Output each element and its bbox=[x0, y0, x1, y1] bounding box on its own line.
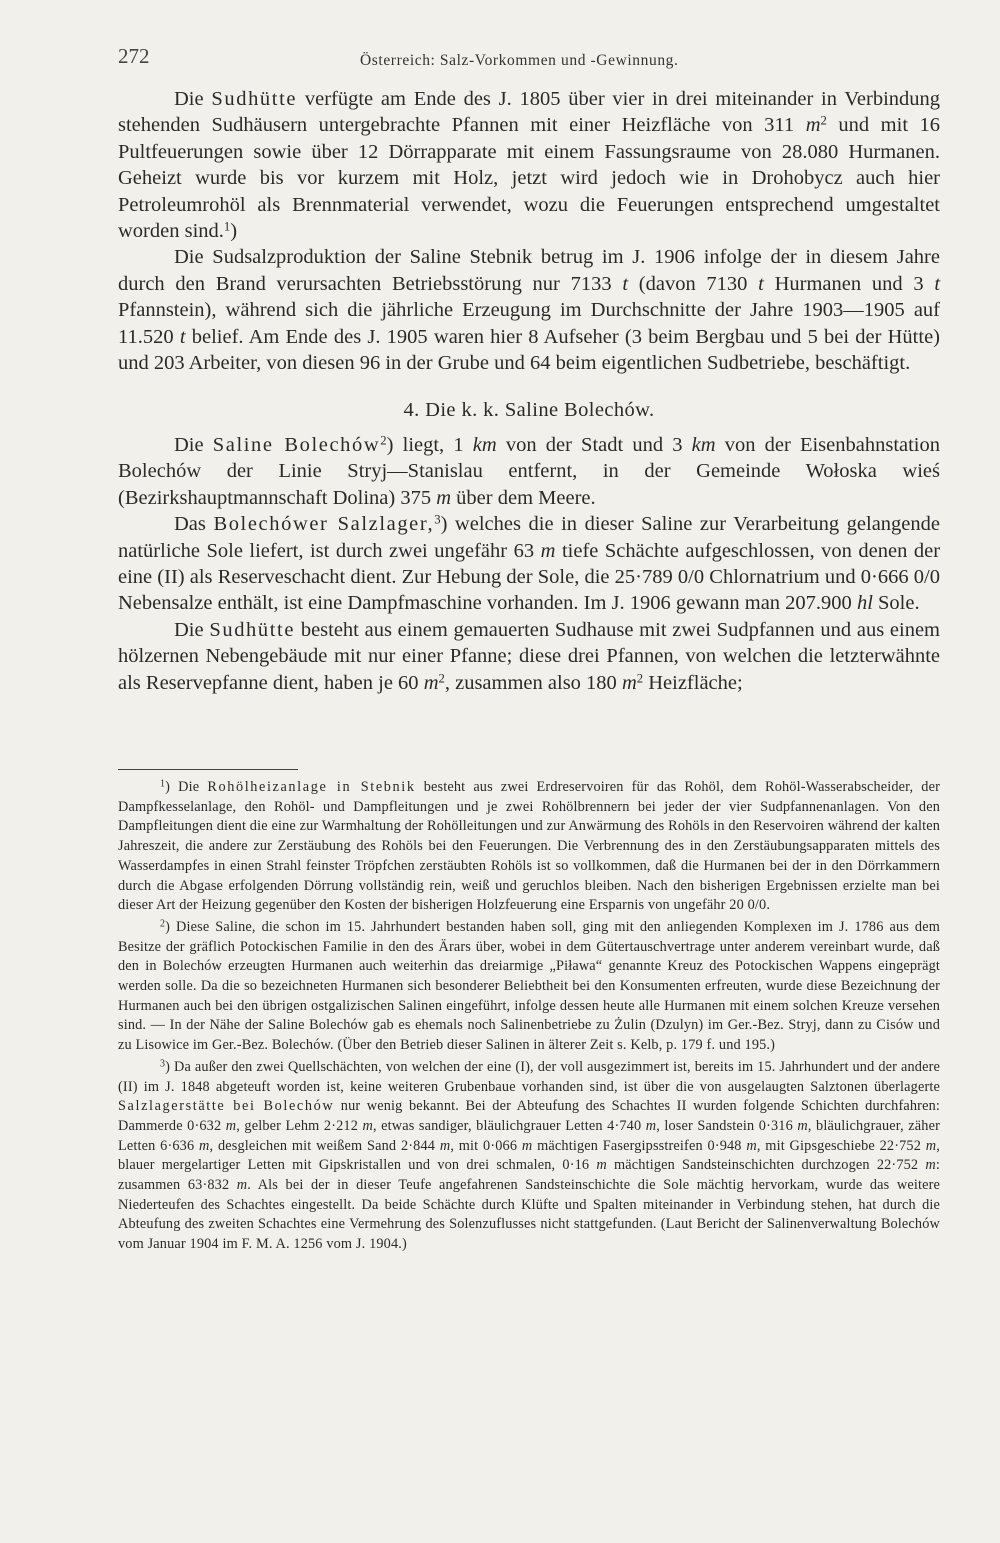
page-number: 272 bbox=[118, 44, 150, 68]
footnote-ref-3: 3 bbox=[434, 512, 441, 527]
footnote-2: $^2$) Diese Saline, die schon im 15. Jahrhundert bestanden haben soll, ging mit den anliegenden Komplexen im J. 1786 aus dem Besitze der gräflich Potockischen Familie in den des Ärars über, wobei in dem Gütertauschvertrage unter anderem vereinbart wurde, daß den in Bolechów erzeugten Hurmanen auch weiterhin das dreiarmige „Piława“ genannte Kreuz des Potockischen Wappens eingeprägt werden solle. Da die so bezeichneten Hurmanen sich besonderer Beliebtheit bei den Konsumenten erfreuten, wurde diese Bezeichnung der Hurmanen auch bei den übrigen ostgalizischen Salinen eingeführt, infolge dessen heute alle Hurmanen mit einem solchen Kreuze versehen sind. — In der Nähe der Saline Bolechów gab es ehemals noch Salinenbetriebe zu Żulin (Dzulyn) im Ger.-Bez. Stryj, dann zu Cisów und zu Lisowice im Ger.-Bez. Bolechów. (Über den Betrieb dieser Salinen in älterer Zeit s. Kelb, p. 179 f. und 195.) bbox=[118, 918, 940, 1054]
percent-sign: 0/0 bbox=[747, 897, 767, 914]
footnote-divider bbox=[118, 769, 298, 770]
paragraph-sudhuette-bolechow: Die Sudhütte besteht aus einem gemauerten Sudhause mit zwei Sudpfannen und aus einem hölzernen Nebengebäude mit nur einer Pfanne; diese drei Pfannen, von welchen die letzterwähnte als Reservepfanne dient, haben je 60 $m^2$, zusammen also 180 $m^2$ Heizfläche; bbox=[118, 618, 941, 694]
footnote-1: $^1$) Die Rohölheizanlage in Stebnik besteht aus zwei Erdreservoiren für das Rohöl, dem Rohöl-Wasserabscheider, der Dampfkesselanlage, den Rohöl- und Dampfleitungen und je zwei Rohölbrennern bei jeder der vier Sudpfannenanlagen. Von den Dampfleitungen dient die eine zur Warmhaltung der Rohölleitungen und zur Anwärmung des Rohöls in den Reservoiren während der kalten Jahreszeit, die andere zur Zerstäubung des Rohöls bei den Feuerungen. Die Verbrennung des in den Zerstäubungsapparaten mittels des Wasserdampfes in einen Strahl feinster Tröpfchen zerstäubten Rohöls ist so vollkommen, daß die Hurmanen bei der in den Dörrkammern durch die Abgase erfolgenden Dörrung vollständig rein, weiß und geruchlos bleiben. Nach den bisherigen Ergebnissen erzielte man bei dieser Art der Heizung gegenüber den Kosten der bisherigen Holzfeuerung eine Ersparnis von ungefähr 20 0/0. bbox=[118, 778, 941, 914]
percent-sign: 0/0 bbox=[913, 565, 940, 588]
footnote-ref-2: 2 bbox=[380, 433, 387, 448]
main-text bbox=[118, 86, 940, 696]
paragraph-sudhuette-stebnik: Die Sudhütte verfügte am Ende des J. 1805 über vier in drei miteinander in Verbindung stehenden Sudhäusern untergebrachte Pfannen mit einer Heizfläche von 311 $m^2$ und mit 16 Pultfeuerungen sowie über 12 Dörrapparate mit einem Fassungsraume von 28.080 Hurmanen. Geheizt wurde bis vor kurzem mit Holz, jetzt wird jedoch wie in Drohobycz auch hier Petroleumrohöl als Brennmaterial verwendet, wozu die Feuerungen entsprechend umgestaltet worden sind.$^1$) bbox=[118, 88, 941, 243]
footnote-3: $^3$) Da außer den zwei Quellschächten, von welchen der eine (I), der voll ausgezimmert ist, bereits im 15. Jahrhundert und der andere (II) im J. 1848 abgeteuft worden ist, keine weiteren Grubenbaue vorhanden sind, ist über die von ausgelaugten Salztonen überlagerte Salzlagerstätte bei Bolechów nur wenig bekannt. Bei der Abteufung des Schachtes II wurden folgende Schichten durchfahren: Dammerde 0·632 m, gelber Lehm 2·212 m, etwas sandiger, bläulichgrauer Letten 4·740 m, loser Sandstein 0·316 m, bläulichgrauer, zäher Letten 6·636 m, desgleichen mit weißem Sand 2·844 m, mit 0·066 m mächtigen Fasergipsstreifen 0·948 m, mit Gipsgeschiebe 22·752 m, blauer mergelartiger Letten mit Gipskristallen und von drei schmalen, 0·16 m mächtigen Sandsteinschichten durchzogen 22·752 m: zusammen 63·832 m. Als bei der in dieser Teufe angefahrenen Sandsteinschichte die Sole mächtig hervorkam, wurde das weitere Niederteufen des Schachtes eingestellt. Da beide Schächte durch Klüfte und Spalten miteinander in Verbindung stehen, hat durch die Abteufung des zweiten Schachtes eine Vermehrung des Solenzuflusses nicht stattgefunden. (Laut Bericht der Salinenverwaltung Bolechów vom Januar 1904 im F. M. A. 1256 vom J. 1904.) bbox=[118, 1058, 941, 1253]
footnotes bbox=[118, 778, 940, 1255]
paragraph-saline-bolechow: Die Saline Bolechów$^2$) liegt, 1 km von der Stadt und 3 km von der Eisenbahnstation Bolechów der Linie Stryj—Stanislau entfernt, in der Gemeinde Wołoska wieś (Bezirkshauptmannschaft Dolina) 375 m über dem Meere. bbox=[118, 433, 941, 509]
paragraph-salzlager: Das Bolechówer Salzlager,$^3$) welches die in dieser Saline zur Verarbeitung gelangende natürliche Sole liefert, ist durch zwei ungefähr 63 m tiefe Schächte aufgeschlossen, von denen der eine (II) als Reserveschacht dient. Zur Hebung der Sole, die 25·789 0/0 Chlornatrium und 0·666 0/0 Nebensalze enthält, ist eine Dampfmaschine vorhanden. Im J. 1906 gewann man 207.900 hl Sole. bbox=[118, 512, 941, 615]
section-heading: 4. Die k. k. Saline Bolechów. bbox=[403, 399, 655, 422]
paragraph-sudsalzproduktion: Die Sudsalzproduktion der Saline Stebnik betrug im J. 1906 infolge der in diesem Jahre durch den Brand verursachten Betriebsstörung nur 7133 t (davon 7130 t Hurmanen und 3 t Pfannstein), während sich die jährliche Erzeugung im Durchschnitte der Jahre 1903—1905 auf 11.520 t belief. Am Ende des J. 1905 waren hier 8 Aufseher (3 beim Bergbau und 5 bei der Hütte) und 203 Arbeiter, von diesen 96 in der Grube und 64 beim eigentlichen Sudbetriebe, beschäftigt. bbox=[118, 246, 941, 375]
page-header bbox=[118, 44, 940, 76]
footnote-ref-1: 1 bbox=[223, 219, 231, 234]
percent-sign: 0/0 bbox=[677, 565, 705, 588]
running-head: Österreich: Salz-Vorkommen und -Gewinnung. bbox=[360, 52, 679, 69]
